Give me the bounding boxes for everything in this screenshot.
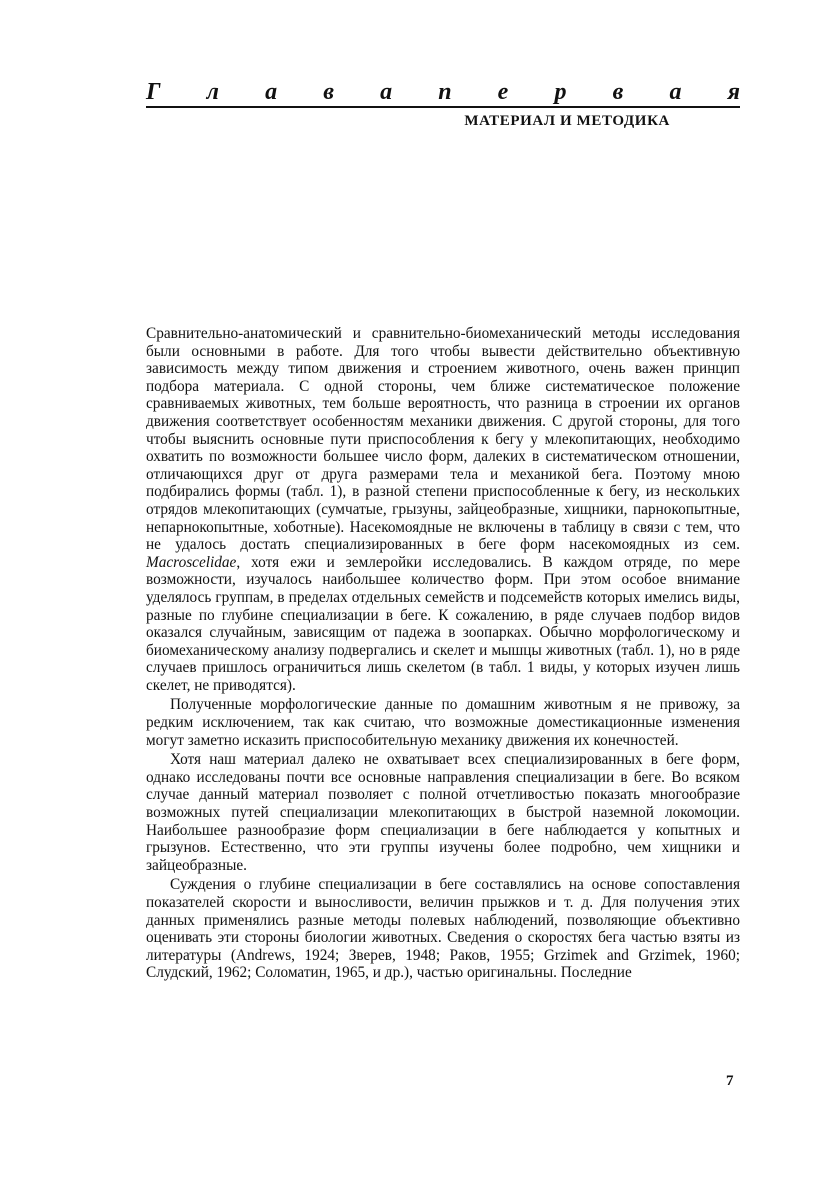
- chapter-letter: в: [323, 79, 334, 105]
- chapter-letter: р: [554, 79, 567, 105]
- chapter-letter: Г: [146, 79, 161, 105]
- paragraph: Хотя наш материал далеко не охватывает всех специализированных в беге форм, однако исследованы почти все основные направления специализации в беге. Во всяком случае данный материал позволяет с полной отчетливостью показать многообразие возможных путей специализации млекопитающих в быстрой наземной локомоции. Наибольшее разнообразие форм специализации в беге наблюдается у копытных и грызунов. Естественно, что эти группы изучены более подробно, чем хищники и зайцеобразные.: [146, 751, 740, 874]
- section-title: МАТЕРИАЛ И МЕТОДИКА: [464, 113, 670, 129]
- chapter-letter: я: [727, 79, 740, 105]
- paragraph: Суждения о глубине специализации в беге составлялись на основе сопоставления показателей скорости и выносливости, величин прыжков и т. д. Для получения этих данных применялись разные методы полевых наблюдений, позволяющие объективно оценивать эти стороны биологии животных. Сведения о скоростях бега частью взяты из литературы (Andrews, 1924; Зверев, 1948; Раков, 1955; Grzimek and Grzimek, 1960; Слудский, 1962; Соломатин, 1965, и др.), частью оригинальны. Последние: [146, 876, 740, 982]
- chapter-letter: е: [497, 79, 509, 105]
- page-number: 7: [726, 1073, 734, 1089]
- paragraph: Полученные морфологические данные по домашним животным я не привожу, за редким исключением, так как считаю, что возможные доместикационные изменения могут заметно исказить приспособительную механику движения их конечностей.: [146, 696, 740, 749]
- chapter-letter: а: [669, 79, 682, 105]
- chapter-letter: в: [612, 79, 624, 105]
- chapter-letter: а: [380, 79, 393, 105]
- heading-rule: [146, 106, 740, 108]
- chapter-letter: п: [438, 79, 452, 105]
- paragraph: Сравнительно-анатомический и сравнительно-биомеханический методы исследования были основными в работе. Для того чтобы вывести действительно объективную зависимость между типом движения и строением животного, очень важен принцип подбора материала. С одной стороны, чем ближе систематическое положение сравниваемых животных, тем больше вероятность, что разница в строении их органов движения соответствует особенностям механики движения. С другой стороны, для того чтобы выяснить основные пути приспособления к бегу у млекопитающих, необходимо охватить по возможности большее число форм, далеких в систематическом отношении, отличающихся друг от друга размерами тела и механикой бега. Поэтому мною подбирались формы (табл. 1), в разной степени приспособленные к бегу, из нескольких отрядов млекопитающих (сумчатые, грызуны, зайцеобразные, хищники, парнокопытные, непарнокопытные, хоботные). Насекомоядные не включены в таблицу в связи с тем, что не удалось достать специализированных в беге форм насекомоядных из сем. Macroscelidae, хотя ежи и землеройки исследовались. В каждом отряде, по мере возможности, изучалось наибольшее количество форм. При этом особое внимание уделялось группам, в пределах отдельных семейств и подсемейств которых имелись виды, разные по глубине специализации в беге. К сожалению, в ряде случаев подбор видов оказался случайным, зависящим от падежа в зоопарках. Обычно морфологическому и биомеханическому анализу подвергались и скелет и мышцы животных (табл. 1), но в ряде случаев пришлось ограничиться лишь скелетом (в табл. 1 виды, у которых изучен лишь скелет, не приводятся).: [146, 325, 740, 694]
- body-text: [146, 325, 740, 982]
- chapter-letter: л: [206, 79, 219, 105]
- chapter-letter: а: [265, 79, 278, 105]
- taxon-name: Macroscelidae: [146, 553, 237, 571]
- chapter-heading: [146, 74, 740, 106]
